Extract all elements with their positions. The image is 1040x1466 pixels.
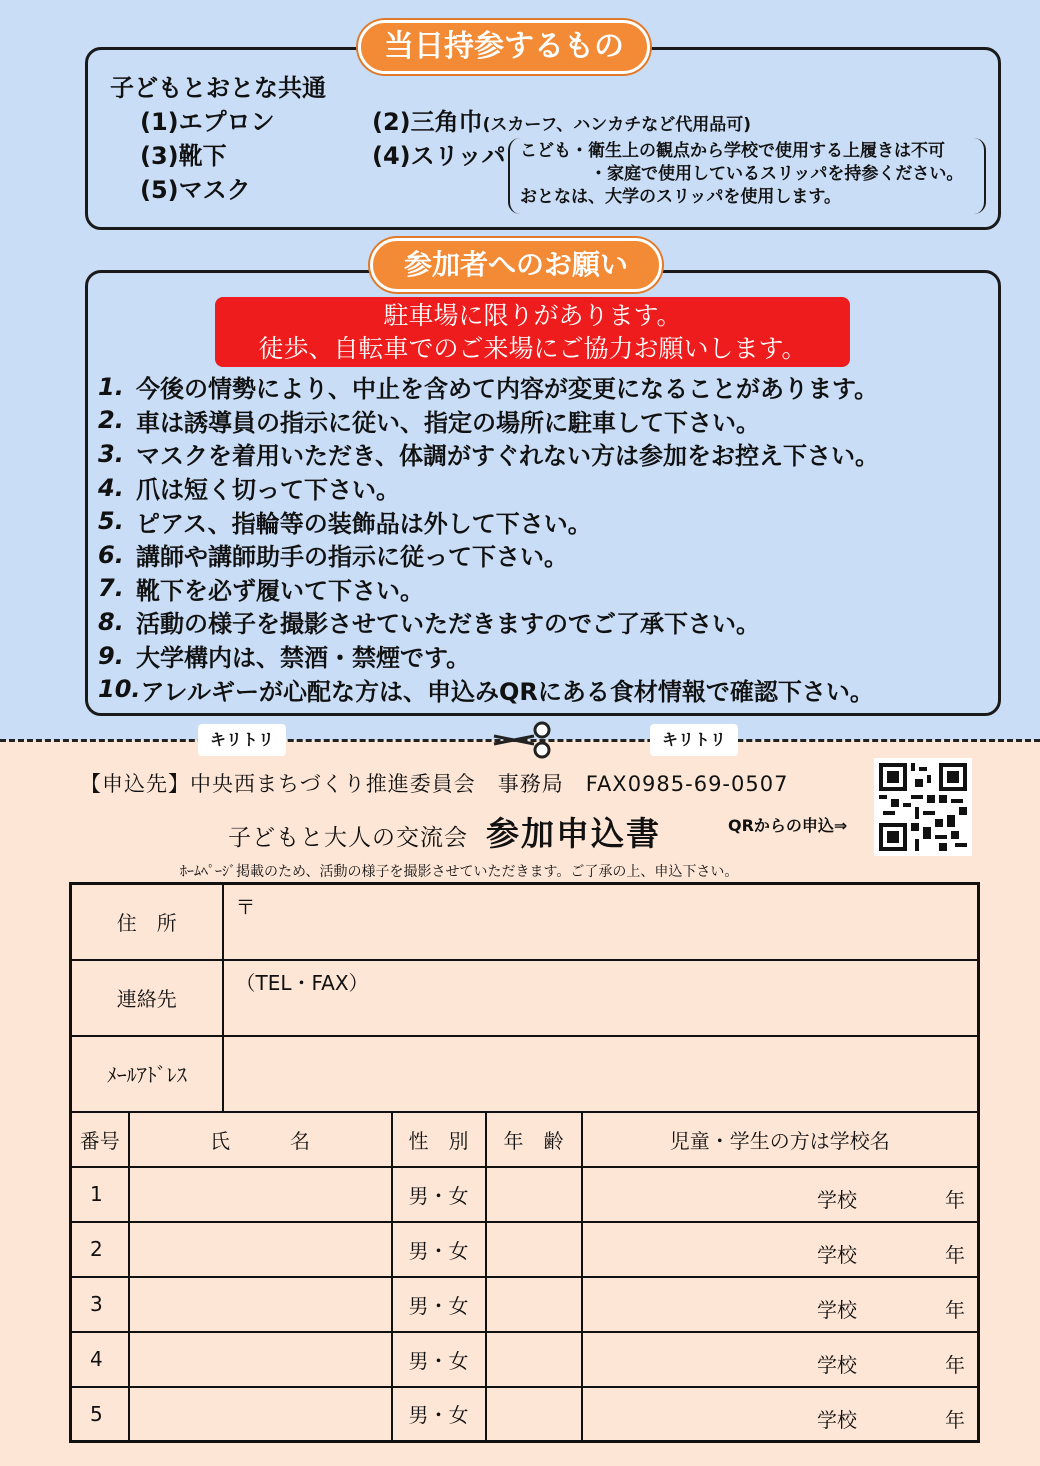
age-field[interactable]: [486, 1387, 582, 1442]
list-item: [98, 572, 988, 606]
header-school: 児童・学生の方は学校名: [582, 1112, 979, 1167]
qr-label: QRからの申込⇒: [728, 816, 848, 835]
school-field[interactable]: [582, 1277, 979, 1332]
item-text: 活動の様子を撮影させていただきますのでご了承下さい。: [136, 610, 760, 639]
submit-address: 【申込先】中央西まちづくり推進委員会 事務局 FAX0985-69-0507: [80, 772, 789, 796]
school-field[interactable]: [582, 1222, 979, 1277]
item-bandana: [372, 102, 751, 137]
cut-label-left: キリトリ: [198, 724, 286, 756]
table-row: [71, 1387, 979, 1442]
slipper-note: [508, 138, 986, 214]
table-row: [71, 1277, 979, 1332]
header-name: 氏 名: [129, 1112, 392, 1167]
list-item: [98, 538, 988, 572]
list-item: [98, 437, 988, 471]
sex-field[interactable]: 男・女: [392, 1332, 486, 1387]
address-field[interactable]: [223, 884, 979, 960]
grade-suffix: 年: [945, 1297, 965, 1322]
item-text: 大学構内は、禁酒・禁煙です。: [136, 644, 471, 673]
grade-suffix: 年: [945, 1352, 965, 1377]
school-suffix: 学校: [817, 1407, 857, 1432]
list-item: [98, 504, 988, 538]
item-number: 2.: [98, 406, 124, 435]
row-num: 4: [71, 1332, 129, 1387]
scissors-icon: [490, 720, 558, 760]
school-field[interactable]: [582, 1332, 979, 1387]
item-number: 10.: [98, 675, 141, 704]
school-suffix: 学校: [817, 1352, 857, 1377]
item-text: マスクを着用いただき、体調がすぐれない方は参加をお控え下さい。: [136, 442, 880, 471]
application-table: [69, 882, 980, 1443]
item-apron: (1)エプロン: [140, 108, 275, 136]
banner-line1: 駐車場に限りがあります。: [383, 301, 682, 330]
sex-field[interactable]: 男・女: [392, 1387, 486, 1442]
item-number: 6.: [98, 540, 124, 569]
item-text: 講師や講師助手の指示に従って下さい。: [136, 543, 568, 572]
item-mask: (5)マスク: [140, 176, 251, 204]
email-label: ﾒｰﾙｱﾄﾞﾚｽ: [71, 1036, 223, 1112]
name-field[interactable]: [129, 1332, 392, 1387]
list-item: [98, 639, 988, 673]
address-row: [71, 884, 979, 960]
qr-code-icon: [879, 763, 967, 851]
school-suffix: 学校: [817, 1187, 857, 1212]
age-field[interactable]: [486, 1222, 582, 1277]
slipper-note-line3: おとなは、大学のスリッパを使用します。: [520, 187, 841, 207]
event-name: 子どもと大人の交流会: [228, 825, 468, 851]
list-item: [98, 471, 988, 505]
email-field[interactable]: [223, 1036, 979, 1112]
item-number: 8.: [98, 607, 124, 636]
row-num: 5: [71, 1387, 129, 1442]
cut-label-right: キリトリ: [650, 724, 738, 756]
sex-field[interactable]: 男・女: [392, 1222, 486, 1277]
name-field[interactable]: [129, 1167, 392, 1222]
name-field[interactable]: [129, 1387, 392, 1442]
form-title: [228, 808, 661, 855]
items-title: 当日持参するもの: [358, 20, 650, 74]
contact-row: [71, 960, 979, 1036]
grade-suffix: 年: [945, 1187, 965, 1212]
sex-field[interactable]: 男・女: [392, 1277, 486, 1332]
row-num: 1: [71, 1167, 129, 1222]
address-label: 住 所: [71, 884, 223, 960]
item-number: 7.: [98, 574, 124, 603]
requests-title: 参加者へのお願い: [370, 238, 662, 292]
list-item: [98, 404, 988, 438]
slipper-note-line2: ・家庭で使用しているスリッパを持参ください。: [590, 164, 964, 184]
item-slippers: (4)スリッパ: [372, 142, 506, 170]
qr-code[interactable]: [874, 758, 972, 856]
item-text: アレルギーが心配な方は、申込みQRにある食材情報で確認下さい。: [140, 677, 874, 706]
list-item: [98, 370, 988, 404]
list-item: [98, 605, 988, 639]
photo-notice: ﾎｰﾑﾍﾟｰｼﾞ掲載のため、活動の様子を撮影させていただきます。ご了承の上、申込下さい。: [180, 864, 739, 880]
header-num: 番号: [71, 1112, 129, 1167]
requests-list: [98, 370, 988, 706]
table-row: [71, 1167, 979, 1222]
item-text: 爪は短く切って下さい。: [136, 476, 400, 505]
table-row: [71, 1222, 979, 1277]
item-number: 4.: [98, 473, 124, 502]
age-field[interactable]: [486, 1167, 582, 1222]
item-number: 1.: [98, 372, 124, 401]
school-field[interactable]: [582, 1167, 979, 1222]
item-socks: (3)靴下: [140, 142, 227, 170]
grade-suffix: 年: [945, 1242, 965, 1267]
age-field[interactable]: [486, 1277, 582, 1332]
header-age: 年 齢: [486, 1112, 582, 1167]
header-sex: 性 別: [392, 1112, 486, 1167]
form-name: 参加申込書: [486, 814, 661, 853]
slipper-note-line1: こども・衛生上の観点から学校で使用する上履きは不可: [520, 141, 945, 161]
participant-header: [71, 1112, 979, 1167]
item-bandana-note: (スカーフ、ハンカチなど代用品可): [482, 115, 751, 135]
age-field[interactable]: [486, 1332, 582, 1387]
banner-line2: 徒歩、自転車でのご来場にご協力お願いします。: [258, 334, 807, 363]
row-num: 3: [71, 1277, 129, 1332]
row-num: 2: [71, 1222, 129, 1277]
common-heading: 子どもとおとな共通: [110, 74, 326, 102]
school-suffix: 学校: [817, 1297, 857, 1322]
school-field[interactable]: [582, 1387, 979, 1442]
list-item: [98, 672, 988, 706]
contact-field[interactable]: [223, 960, 979, 1036]
grade-suffix: 年: [945, 1407, 965, 1432]
item-text: ピアス、指輪等の装飾品は外して下さい。: [136, 509, 592, 538]
sex-field[interactable]: 男・女: [392, 1167, 486, 1222]
item-number: 9.: [98, 641, 124, 670]
school-suffix: 学校: [817, 1242, 857, 1267]
email-row: [71, 1036, 979, 1112]
name-field[interactable]: [129, 1222, 392, 1277]
item-text: 靴下を必ず履いて下さい。: [136, 576, 424, 605]
item-number: 3.: [98, 439, 124, 468]
contact-label: 連絡先: [71, 960, 223, 1036]
item-bandana-label: (2)三角巾: [372, 108, 483, 136]
item-text: 車は誘導員の指示に従い、指定の場所に駐車して下さい。: [136, 408, 760, 437]
item-number: 5.: [98, 507, 124, 536]
postal-mark: 〒: [235, 895, 256, 919]
contact-hint: （TEL・FAX）: [235, 970, 369, 995]
name-field[interactable]: [129, 1277, 392, 1332]
table-row: [71, 1332, 979, 1387]
parking-banner: [215, 297, 850, 367]
item-text: 今後の情勢により、中止を含めて内容が変更になることがあります。: [136, 375, 879, 404]
